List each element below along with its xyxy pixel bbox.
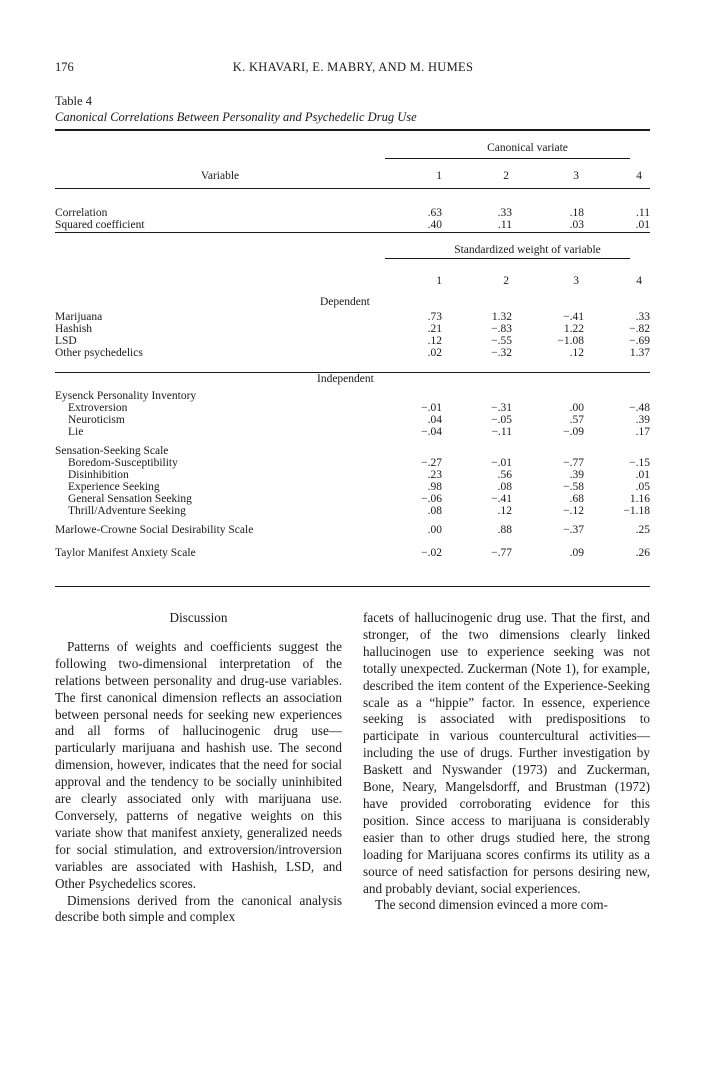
table-top-rule <box>55 129 650 131</box>
cell-value: −.04 <box>421 426 442 438</box>
table-title: Canonical Correlations Between Personality and Psychedelic Drug Use <box>55 110 417 124</box>
row-label: Correlation <box>55 207 108 219</box>
cell-value: .39 <box>635 414 650 426</box>
cell-value: 1.22 <box>563 323 584 335</box>
cell-value: .63 <box>427 207 442 219</box>
cell-value: −.48 <box>629 402 650 414</box>
cell-value: .02 <box>427 347 442 359</box>
table-row-hashish <box>55 323 650 335</box>
cell-value: .33 <box>635 311 650 323</box>
cell-value: .73 <box>427 311 442 323</box>
body-paragraph: facets of hallucinogenic drug use. That the first, and stronger, of the two dimensions clearly linked hallucinogen use to experience seeking was not totally unexpected. Zuckerman (Note 1), for example, described the item content of the Experience-Seeking scale as a “hippie” factor. In essence, experience seeking is associated with predispositions to participate in various countercultural activities—including the use of drugs. Further investigation by Baskett and Nyswander (1973) and Zuckerman, Bone, Neary, Mangelsdorff, and Brustman (1972) have provided corroborating evidence for this position. Since access to marijuana is considerably easier than to other drugs studied here, the strong loading for Marijuana scores confirms its utility as a source of need satisfaction for persons desiring new, and probably deviant, social experiences. <box>363 610 650 896</box>
row-label: Squared coefficient <box>55 219 145 231</box>
cell-value: .00 <box>569 402 584 414</box>
table-row-marijuana <box>55 311 650 323</box>
cell-value: .04 <box>427 414 442 426</box>
cell-value: −.01 <box>491 457 512 469</box>
cell-value: −.37 <box>563 524 584 536</box>
row-label: Lie <box>68 426 84 438</box>
cell-value: −1.18 <box>623 505 650 517</box>
row-label: Marlowe-Crowne Social Desirability Scale <box>55 524 254 536</box>
body-column-right <box>363 610 650 914</box>
row-label: Hashish <box>55 323 93 335</box>
row-label: Experience Seeking <box>68 481 160 493</box>
column-header-1: 1 <box>436 275 442 287</box>
cell-value: .17 <box>635 426 650 438</box>
row-label: General Sensation Seeking <box>68 493 192 505</box>
cell-value: .03 <box>569 219 584 231</box>
cell-value: −.77 <box>491 547 512 559</box>
cell-value: .11 <box>498 219 512 231</box>
table-label: Table 4 <box>55 94 92 108</box>
cell-value: −1.08 <box>557 335 584 347</box>
cell-value: .33 <box>497 207 512 219</box>
independent-section-label: Independent <box>317 373 374 385</box>
cell-value: .56 <box>497 469 512 481</box>
discussion-heading: Discussion <box>169 610 228 625</box>
cell-value: −.83 <box>491 323 512 335</box>
running-head-authors: K. KHAVARI, E. MABRY, AND M. HUMES <box>232 60 474 74</box>
table-row-other-psychedelics <box>55 347 650 359</box>
table-row-extroversion <box>55 402 650 414</box>
standardized-weight-header: Standardized weight of variable <box>454 244 601 256</box>
cell-value: .12 <box>569 347 584 359</box>
cell-value: .08 <box>497 481 512 493</box>
table-row-lie <box>55 426 650 438</box>
cell-value: .01 <box>635 219 650 231</box>
cell-value: −.41 <box>563 311 584 323</box>
cell-value: −.31 <box>491 402 512 414</box>
cell-value: .26 <box>635 547 650 559</box>
row-label: Thrill/Adventure Seeking <box>68 505 186 517</box>
table-row-taylor <box>55 539 650 561</box>
table-row-disinhibition <box>55 469 650 481</box>
dependent-section-label: Dependent <box>320 296 370 308</box>
cell-value: −.01 <box>421 402 442 414</box>
table-row-squared-coefficient <box>55 219 650 231</box>
table-row-boredom-susceptibility <box>55 457 650 469</box>
cell-value: .09 <box>569 547 584 559</box>
body-column-left <box>55 610 342 926</box>
body-paragraph: Patterns of weights and coefficients suggest the following two-dimensional interpretation of the relations between personality and drug-use variables. The first canonical dimension reflects an association between personal needs for seeking new experiences and all forms of hallucinogenic drug use—particularly marijuana and hashish use. The second dimension, however, indicates that the need for social approval and the tendency to be socially uninhibited are clearly associated only with marijuana use. Conversely, patterns of negative weights on this variate show that manifest anxiety, generalized needs for social stimulation, and extroversion/introversion variables are associated with Hashish, LSD, and Other Psychedelics scores. <box>55 638 342 891</box>
cell-value: −.82 <box>629 323 650 335</box>
cell-value: 1.16 <box>629 493 650 505</box>
column-header-2: 2 <box>503 275 509 287</box>
cell-value: .23 <box>427 469 442 481</box>
row-label: Other psychedelics <box>55 347 143 359</box>
table-row-thrill-adventure-seeking <box>55 505 650 517</box>
table-row-lsd <box>55 335 650 347</box>
row-label: Boredom-Susceptibility <box>68 457 178 469</box>
column-header-3: 3 <box>573 275 579 287</box>
cell-value: −.15 <box>629 457 650 469</box>
cell-value: −.12 <box>563 505 584 517</box>
page-number: 176 <box>55 60 74 74</box>
cell-value: .12 <box>497 505 512 517</box>
cell-value: −.06 <box>421 493 442 505</box>
cell-value: .98 <box>427 481 442 493</box>
cell-value: −.32 <box>491 347 512 359</box>
epi-group-label: Eysenck Personality Inventory <box>55 390 197 402</box>
cell-value: −.69 <box>629 335 650 347</box>
cell-value: −.11 <box>491 426 512 438</box>
cell-value: −.27 <box>421 457 442 469</box>
body-paragraph: The second dimension evinced a more com- <box>375 897 608 913</box>
column-header-3: 3 <box>573 170 579 182</box>
body-paragraph: Dimensions derived from the canonical analysis describe both simple and complex <box>55 892 342 925</box>
variable-header: Variable <box>200 170 240 182</box>
cell-value: −.41 <box>491 493 512 505</box>
cell-value: .68 <box>569 493 584 505</box>
row-label: Marijuana <box>55 311 103 323</box>
table-row-correlation <box>55 207 650 219</box>
table-bottom-rule <box>55 586 650 587</box>
cell-value: .08 <box>427 505 442 517</box>
cell-value: .39 <box>569 469 584 481</box>
cell-value: 1.32 <box>491 311 512 323</box>
row-label: Neuroticism <box>68 414 125 426</box>
table-row-experience-seeking <box>55 481 650 493</box>
cell-value: 1.37 <box>629 347 650 359</box>
table-row-neuroticism <box>55 414 650 426</box>
cell-value: −.55 <box>491 335 512 347</box>
column-header-2: 2 <box>503 170 509 182</box>
cell-value: .88 <box>497 524 512 536</box>
cell-value: .01 <box>635 469 650 481</box>
cell-value: .21 <box>427 323 442 335</box>
cell-value: .57 <box>569 414 584 426</box>
canonical-correlations-table <box>55 136 650 561</box>
cell-value: −.09 <box>563 426 584 438</box>
cell-value: .12 <box>427 335 442 347</box>
cell-value: −.05 <box>491 414 512 426</box>
row-label: LSD <box>55 335 77 347</box>
row-label: Extroversion <box>68 402 128 414</box>
cell-value: −.58 <box>563 481 584 493</box>
running-header <box>55 60 651 78</box>
cell-value: .05 <box>635 481 650 493</box>
cell-value: .40 <box>427 219 442 231</box>
cell-value: .11 <box>636 207 650 219</box>
row-label: Taylor Manifest Anxiety Scale <box>55 547 196 559</box>
row-label: Disinhibition <box>68 469 129 481</box>
sss-group-label: Sensation-Seeking Scale <box>55 445 169 457</box>
cell-value: .18 <box>569 207 584 219</box>
table-row-general-sensation-seeking <box>55 493 650 505</box>
column-header-1: 1 <box>436 170 442 182</box>
cell-value: −.77 <box>563 457 584 469</box>
table-row-marlowe-crowne <box>55 517 650 539</box>
cell-value: −.02 <box>421 547 442 559</box>
cell-value: .00 <box>427 524 442 536</box>
column-header-4: 4 <box>636 170 642 182</box>
column-header-4: 4 <box>636 275 642 287</box>
cell-value: .25 <box>635 524 650 536</box>
canonical-variate-header: Canonical variate <box>487 142 568 154</box>
